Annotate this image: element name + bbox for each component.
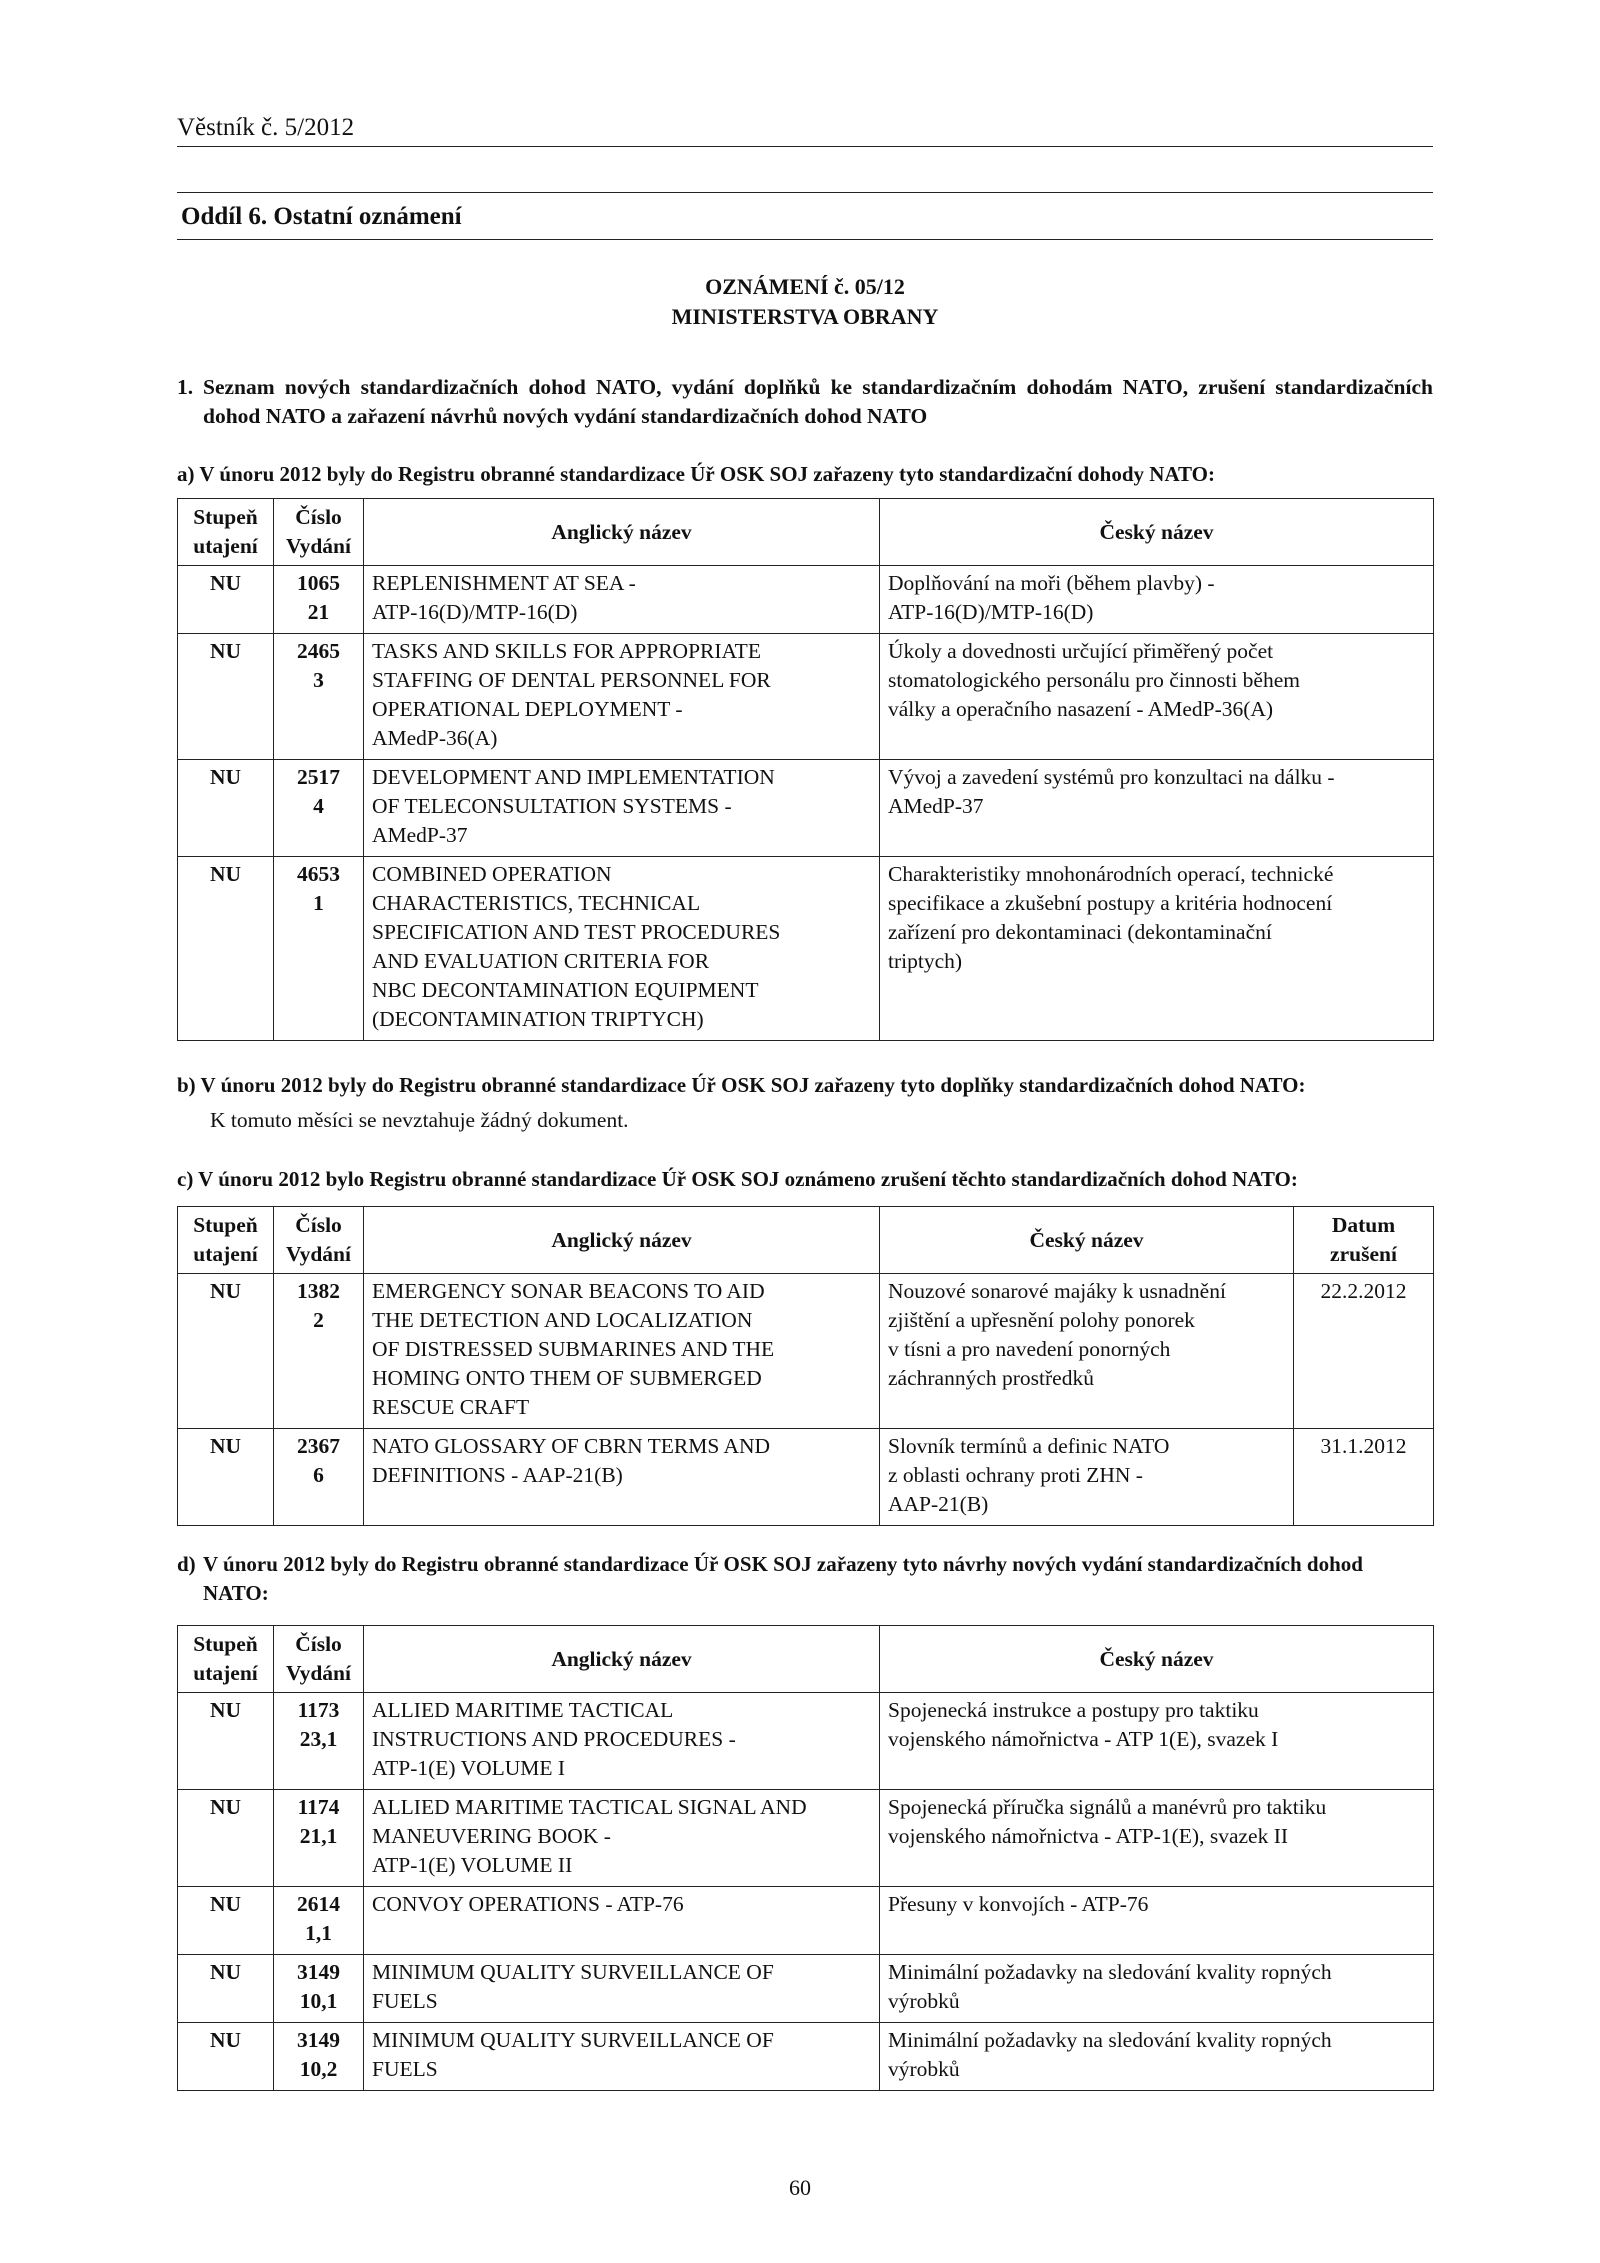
english-title-line: CONVOY OPERATIONS - ATP-76 [372,1892,684,1916]
section-c-heading: c) V únoru 2012 bylo Registru obranné standardizace Úř OSK SOJ oznámeno zrušení těchto standardizačních dohod NATO: [177,1167,1298,1191]
stanag-number: 3149 [297,2028,340,2052]
section-b-heading: b) V únoru 2012 byly do Registru obranné standardizace Úř OSK SOJ zařazeny tyto doplňky standardizačních dohod NATO: [177,1073,1306,1097]
section-d-heading [177,1550,1433,1608]
header-anglicky: Anglický název [364,1626,880,1693]
table-row [178,2023,1434,2091]
english-title-line: HOMING ONTO THEM OF SUBMERGED [372,1366,762,1390]
czech-title-line: AMedP-37 [888,794,984,818]
czech-title-line: Doplňování na moři (během plavby) - [888,571,1215,595]
running-header: Věstník č. 5/2012 [177,112,1433,147]
english-title-cell [364,1693,880,1790]
edition-number: 21 [307,600,330,624]
table-row [178,1429,1434,1526]
czech-title-cell [880,1887,1434,1955]
czech-title-cell [880,566,1434,634]
classification-cell: NU [178,2023,274,2091]
classification-cell: NU [178,1955,274,2023]
table-row [178,1693,1434,1790]
czech-title-line: vojenského námořnictva - ATP-1(E), svazek II [888,1824,1289,1848]
edition-number: 10,2 [299,2057,338,2081]
english-title-line: COMBINED OPERATION [372,862,612,886]
czech-title-line: Přesuny v konvojích - ATP-76 [888,1892,1149,1916]
czech-title-line: Charakteristiky mnohonárodních operací, technické [888,862,1334,886]
table-row [178,1955,1434,2023]
english-title-line: NATO GLOSSARY OF CBRN TERMS AND [372,1434,771,1458]
english-title-line: DEVELOPMENT AND IMPLEMENTATION [372,765,775,789]
english-title-line: OPERATIONAL DEPLOYMENT - [372,697,683,721]
stanag-number-cell [274,1955,364,2023]
czech-title-line: zjištění a upřesnění polohy ponorek [888,1308,1195,1332]
czech-title-line: Minimální požadavky na sledování kvality ropných [888,2028,1332,2052]
czech-title-cell [880,634,1434,760]
english-title-line: EMERGENCY SONAR BEACONS TO AID [372,1279,765,1303]
english-title-line: MINIMUM QUALITY SURVEILLANCE OF [372,1960,774,1984]
header-datum: Datum zrušení [1294,1207,1434,1274]
english-title-line: FUELS [372,1989,438,2013]
classification-cell: NU [178,566,274,634]
czech-title-line: Vývoj a zavedení systémů pro konzultaci na dálku - [888,765,1335,789]
czech-title-line: z oblasti ochrany proti ZHN - [888,1463,1143,1487]
czech-title-cell [880,1955,1434,2023]
english-title-line: RESCUE CRAFT [372,1395,530,1419]
english-title-cell [364,1887,880,1955]
czech-title-line: Minimální požadavky na sledování kvality ropných [888,1960,1332,1984]
stanag-number-cell [274,1274,364,1429]
czech-title-line: výrobků [888,1989,960,2013]
header-stupen: Stupeň utajení [178,499,274,566]
english-title-line: OF DISTRESSED SUBMARINES AND THE [372,1337,775,1361]
table-row [178,566,1434,634]
english-title-cell [364,1429,880,1526]
stanag-number-cell [274,1693,364,1790]
header-cesky: Český název [880,499,1434,566]
english-title-line: OF TELECONSULTATION SYSTEMS - [372,794,732,818]
czech-title-line: Úkoly a dovednosti určující přiměřený počet [888,639,1274,663]
header-stupen: Stupeň utajení [178,1207,274,1274]
table-row [178,857,1434,1041]
stanag-number: 2367 [297,1434,340,1458]
table-header-row [178,1626,1434,1693]
classification-cell: NU [178,1274,274,1429]
english-title-line: (DECONTAMINATION TRIPTYCH) [372,1007,704,1031]
english-title-line: MANEUVERING BOOK - [372,1824,611,1848]
classification-cell: NU [178,634,274,760]
stanag-number: 1174 [297,1795,340,1819]
intro-text: Seznam nových standardizačních dohod NATO, vydání doplňků ke standardizačním dohodám NATO, zrušení standardizačních dohod NATO a zařazení návrhů nových vydání standardizačních dohod NATO [203,375,1433,428]
english-title-line: REPLENISHMENT AT SEA - [372,571,636,595]
stanag-number: 2465 [297,639,340,663]
english-title-line: ATP-16(D)/MTP-16(D) [372,600,578,624]
stanag-number: 1173 [297,1698,340,1722]
classification-cell: NU [178,760,274,857]
section-a-heading: a) V únoru 2012 byly do Registru obranné standardizace Úř OSK SOJ zařazeny tyto standardizační dohody NATO: [177,462,1216,486]
czech-title-cell [880,1693,1434,1790]
edition-number: 10,1 [299,1989,338,2013]
edition-number: 2 [313,1308,324,1332]
czech-title-line: v tísni a pro navedení ponorných [888,1337,1171,1361]
edition-number: 3 [313,668,324,692]
header-cesky: Český název [880,1626,1434,1693]
table-header-row [178,499,1434,566]
table-row [178,1790,1434,1887]
czech-title-line: ATP-16(D)/MTP-16(D) [888,600,1094,624]
table-header-row [178,1207,1434,1274]
english-title-cell [364,1790,880,1887]
section-heading: Oddíl 6. Ostatní oznámení [177,192,1433,240]
header-stupen: Stupeň utajení [178,1626,274,1693]
edition-number: 1 [313,891,324,915]
czech-title-line: vojenského námořnictva - ATP 1(E), svazek I [888,1727,1279,1751]
czech-title-line: záchranných prostředků [888,1366,1094,1390]
english-title-line: AMedP-37 [372,823,468,847]
header-cislo: Číslo Vydání [274,1626,364,1693]
classification-cell: NU [178,1887,274,1955]
english-title-cell [364,1274,880,1429]
stanag-number-cell [274,1429,364,1526]
czech-title-line: stomatologického personálu pro činnosti během [888,668,1300,692]
stanag-number-cell [274,760,364,857]
stanag-number-cell [274,1790,364,1887]
table-row [178,1274,1434,1429]
english-title-line: CHARACTERISTICS, TECHNICAL [372,891,701,915]
page-number: 60 [789,2175,811,2200]
english-title-line: ATP-1(E) VOLUME I [372,1756,566,1780]
edition-number: 1,1 [305,1921,332,1945]
intro-paragraph [177,373,1433,431]
header-cesky: Český název [880,1207,1294,1274]
classification-cell: NU [178,1693,274,1790]
czech-title-line: Slovník termínů a definic NATO [888,1434,1170,1458]
english-title-cell [364,634,880,760]
czech-title-cell [880,857,1434,1041]
czech-title-line: Spojenecká instrukce a postupy pro taktiku [888,1698,1259,1722]
czech-title-cell [880,760,1434,857]
czech-title-cell [880,1790,1434,1887]
notice-title-line1: OZNÁMENÍ č. 05/12 [705,274,905,299]
english-title-line: MINIMUM QUALITY SURVEILLANCE OF [372,2028,774,2052]
classification-cell: NU [178,857,274,1041]
section-d-text: V únoru 2012 byly do Registru obranné standardizace Úř OSK SOJ zařazeny tyto návrhy nových vydání standardizačních dohod NATO: [203,1552,1363,1605]
english-title-line: ALLIED MARITIME TACTICAL SIGNAL AND [372,1795,807,1819]
czech-title-cell [880,2023,1434,2091]
english-title-line: STAFFING OF DENTAL PERSONNEL FOR [372,668,771,692]
stanag-number: 1065 [297,571,340,595]
czech-title-line: Nouzové sonarové majáky k usnadnění [888,1279,1226,1303]
english-title-cell [364,2023,880,2091]
english-title-line: ATP-1(E) VOLUME II [372,1853,573,1877]
edition-number: 21,1 [299,1824,338,1848]
cancellation-date-cell: 31.1.2012 [1294,1429,1434,1526]
classification-cell: NU [178,1429,274,1526]
table-row [178,634,1434,760]
section-d-label: d) [177,1552,196,1576]
czech-title-line: Spojenecká příručka signálů a manévrů pro taktiku [888,1795,1327,1819]
notice-title-line2: MINISTERSTVA OBRANY [671,304,939,329]
notice-title [177,272,1433,332]
english-title-line: SPECIFICATION AND TEST PROCEDURES [372,920,781,944]
stanag-number: 1382 [297,1279,340,1303]
table-row [178,1887,1434,1955]
intro-number: 1. [177,375,194,399]
header-anglicky: Anglický název [364,1207,880,1274]
table-cancelled-standards [177,1206,1434,1526]
english-title-line: THE DETECTION AND LOCALIZATION [372,1308,753,1332]
english-title-line: AMedP-36(A) [372,726,498,750]
czech-title-cell [880,1429,1294,1526]
stanag-number: 2517 [297,765,340,789]
english-title-line: ALLIED MARITIME TACTICAL [372,1698,674,1722]
table-draft-editions [177,1625,1434,2091]
table-row [178,760,1434,857]
czech-title-line: války a operačního nasazení - AMedP-36(A) [888,697,1274,721]
table-new-standards [177,498,1434,1041]
stanag-number-cell [274,1887,364,1955]
header-anglicky: Anglický název [364,499,880,566]
stanag-number: 4653 [297,862,340,886]
edition-number: 4 [313,794,324,818]
english-title-line: TASKS AND SKILLS FOR APPROPRIATE [372,639,761,663]
stanag-number-cell [274,2023,364,2091]
stanag-number-cell [274,857,364,1041]
edition-number: 23,1 [299,1727,338,1751]
stanag-number: 3149 [297,1960,340,1984]
czech-title-line: specifikace a zkušební postupy a kritéria hodnocení [888,891,1333,915]
czech-title-line: triptych) [888,949,963,973]
section-b-note: K tomuto měsíci se nevztahuje žádný dokument. [210,1108,629,1132]
english-title-line: FUELS [372,2057,438,2081]
czech-title-cell [880,1274,1294,1429]
english-title-cell [364,857,880,1041]
english-title-line: AND EVALUATION CRITERIA FOR [372,949,710,973]
header-cislo: Číslo Vydání [274,1207,364,1274]
english-title-cell [364,1955,880,2023]
english-title-line: DEFINITIONS - AAP-21(B) [372,1463,623,1487]
classification-cell: NU [178,1790,274,1887]
stanag-number-cell [274,634,364,760]
english-title-cell [364,760,880,857]
czech-title-line: výrobků [888,2057,960,2081]
edition-number: 6 [313,1463,324,1487]
header-cislo: Číslo Vydání [274,499,364,566]
english-title-line: NBC DECONTAMINATION EQUIPMENT [372,978,759,1002]
stanag-number-cell [274,566,364,634]
stanag-number: 2614 [297,1892,340,1916]
czech-title-line: zařízení pro dekontaminaci (dekontaminační [888,920,1272,944]
czech-title-line: AAP-21(B) [888,1492,989,1516]
english-title-cell [364,566,880,634]
cancellation-date-cell: 22.2.2012 [1294,1274,1434,1429]
english-title-line: INSTRUCTIONS AND PROCEDURES - [372,1727,736,1751]
